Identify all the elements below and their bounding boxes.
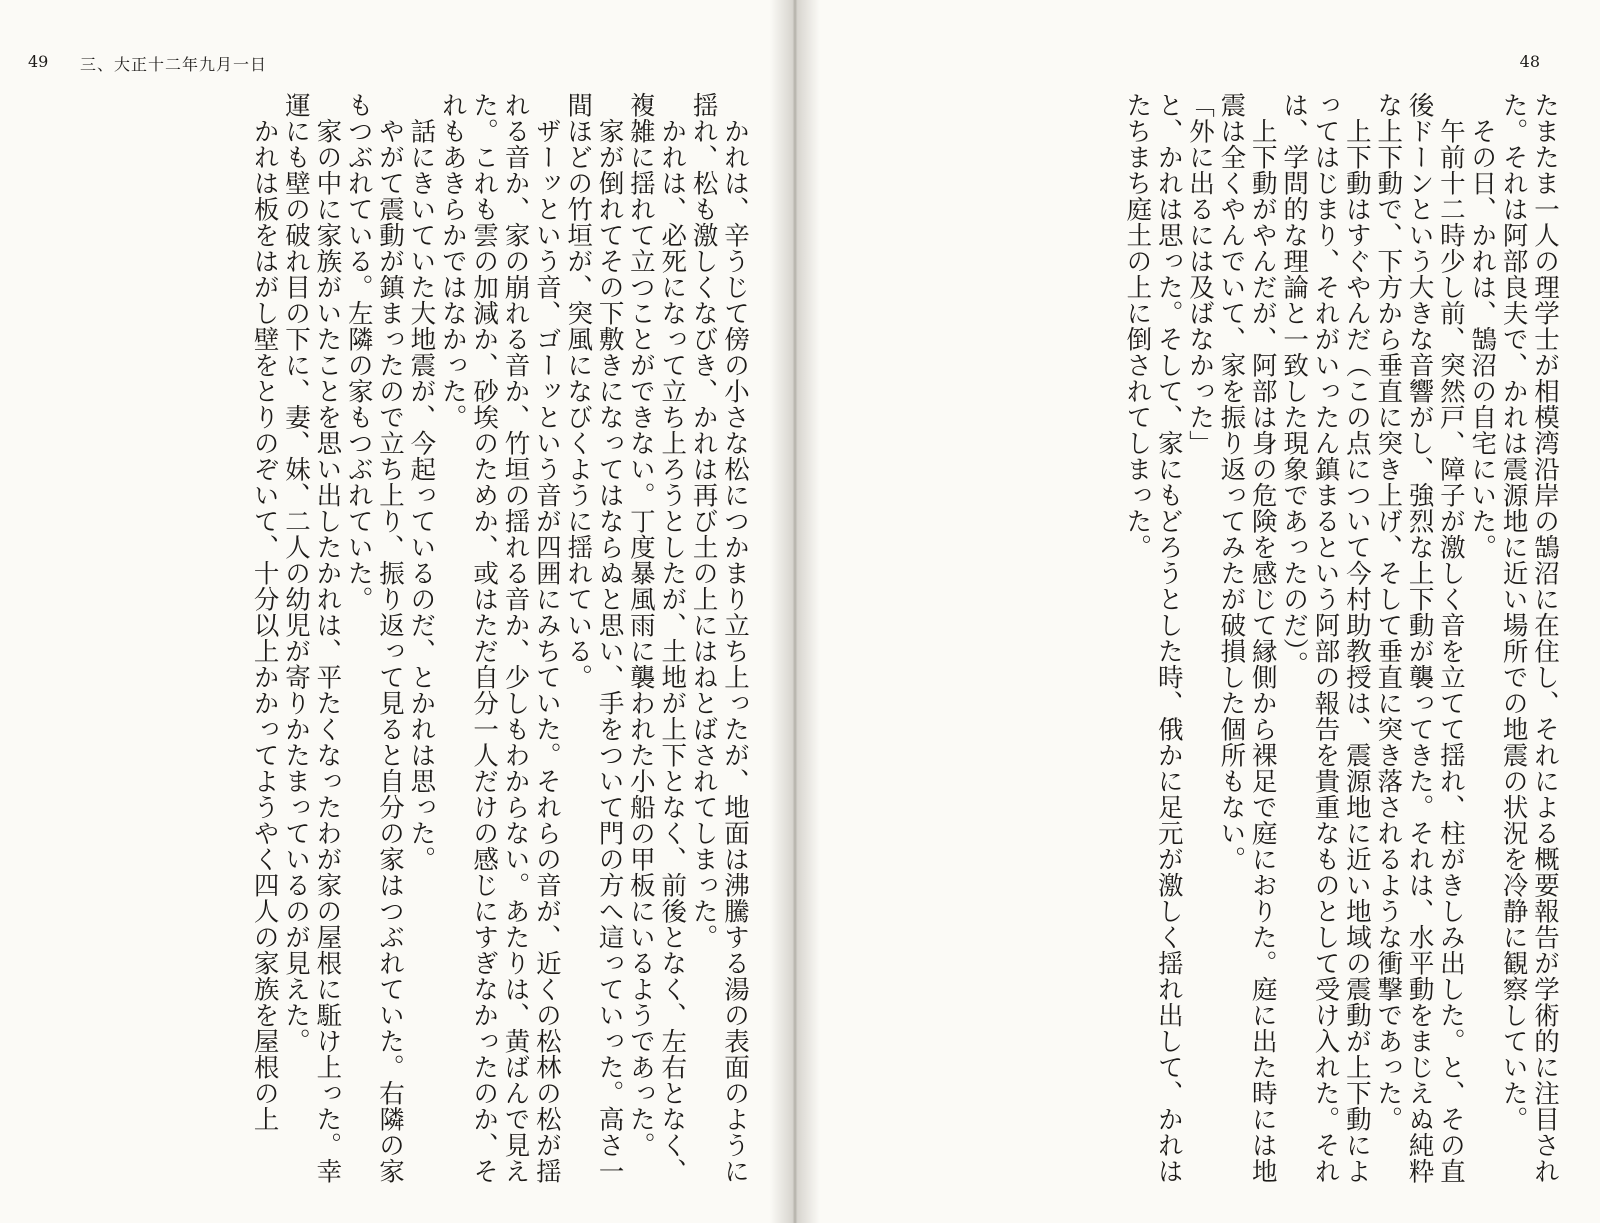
paragraph: かれは、辛うじて傍の小さな松につかまり立ち上ったが、地面は沸騰する湯の表面のように揺れ、松も激しくなびき、かれは再び土の上にはねとばされてしまった。: [688, 92, 750, 1184]
paragraph: 上下動はすぐやんだ（この点について今村助教授は、震源地に近い地域の震動が上下動によってはじまり、それがいったん鎮まるという阿部の報告を貴重なものとして受け入れた。それは、学問的な理論と一致した現象であったのだ）。: [1279, 92, 1372, 1184]
paragraph: やがて震動が鎮まったので立ち上り、振り返って見ると自分の家はつぶれていた。右隣の家もつぶれている。左隣の家もつぶれていた。: [343, 92, 406, 1184]
paragraph: かれは、必死になって立ち上ろうとしたが、土地が上下となく、前後となく、左右となく、複雑に揺れて立つことができない。丁度暴風雨に襲われた小船の甲板にいるようであった。: [625, 92, 688, 1184]
paragraph: かれは板をはがし壁をとりのぞいて、十分以上かかってようやく四人の家族を屋根の上: [249, 117, 280, 1132]
paragraph: その日、かれは、鵠沼の自宅にいた。: [1467, 117, 1498, 560]
paragraph: ザーッという音、ゴーッという音が四囲にみちていた。それらの音が、近くの松林の松が揺れる音か、家の崩れる音か、竹垣の揺れる音か、少しもわからない。あたりは、黄ばんで見えた。これも雲の加減か、砂埃のためか、或はただ自分一人だけの感じにすぎなかったのか、それもあきらかではなかった。: [437, 92, 562, 1184]
left-page: [0, 0, 790, 1223]
paragraph: 午前十二時少し前、突然戸、障子が激しく音を立てて揺れ、柱がきしみ出した。と、その直後ドーンという大きな音響がし、強烈な上下動が襲ってきた。それは、水平動をまじえぬ純粋な上下動で、下方から垂直に突き上げ、そして垂直に突き落されるような衝撃であった。: [1373, 92, 1466, 1184]
dialogue-line: 「外に出るには及ばなかった」: [1185, 92, 1216, 456]
right-page: [790, 0, 1600, 1223]
left-page-text: [30, 92, 750, 1192]
right-page-text: [830, 92, 1560, 1192]
paragraph: たまたま一人の理学士が相模湾沿岸の鵠沼に在住し、それによる概要報告が学術的に注目された。それは阿部良夫で、かれは震源地に近い場所での地震の状況を冷静に観察していた。: [1498, 92, 1560, 1184]
page-number-right: 48: [1519, 52, 1540, 71]
page-number-left: 49: [28, 52, 49, 71]
paragraph: 話にきいていた大地震が、今起っているのだ、とかれは思った。: [406, 117, 437, 872]
paragraph: 家が倒れてその下敷きになってはならぬと思い、手をついて門の方へ這っていった。高さ一間ほどの竹垣が、突風になびくように揺れている。: [563, 92, 625, 1184]
running-head: 三、大正十二年九月一日: [80, 55, 268, 74]
paragraph: 上下動がやんだが、阿部は身の危険を感じて縁側から裸足で庭におりた。庭に出た時には地震は全くやんでいて、家を振り返ってみたが破損した個所もない。: [1216, 92, 1278, 1184]
paragraph: と、かれは思った。そして、家にもどろうとした時、俄かに足元が激しく揺れ出して、かれはたちまち庭土の上に倒されてしまった。: [1122, 92, 1184, 1184]
paragraph: 家の中に家族がいたことを思い出したかれは、平たくなったわが家の屋根に駈け上った。幸運にも壁の破れ目の下に、妻、妹、二人の幼児が寄りかたまっているのが見えた。: [280, 92, 343, 1184]
